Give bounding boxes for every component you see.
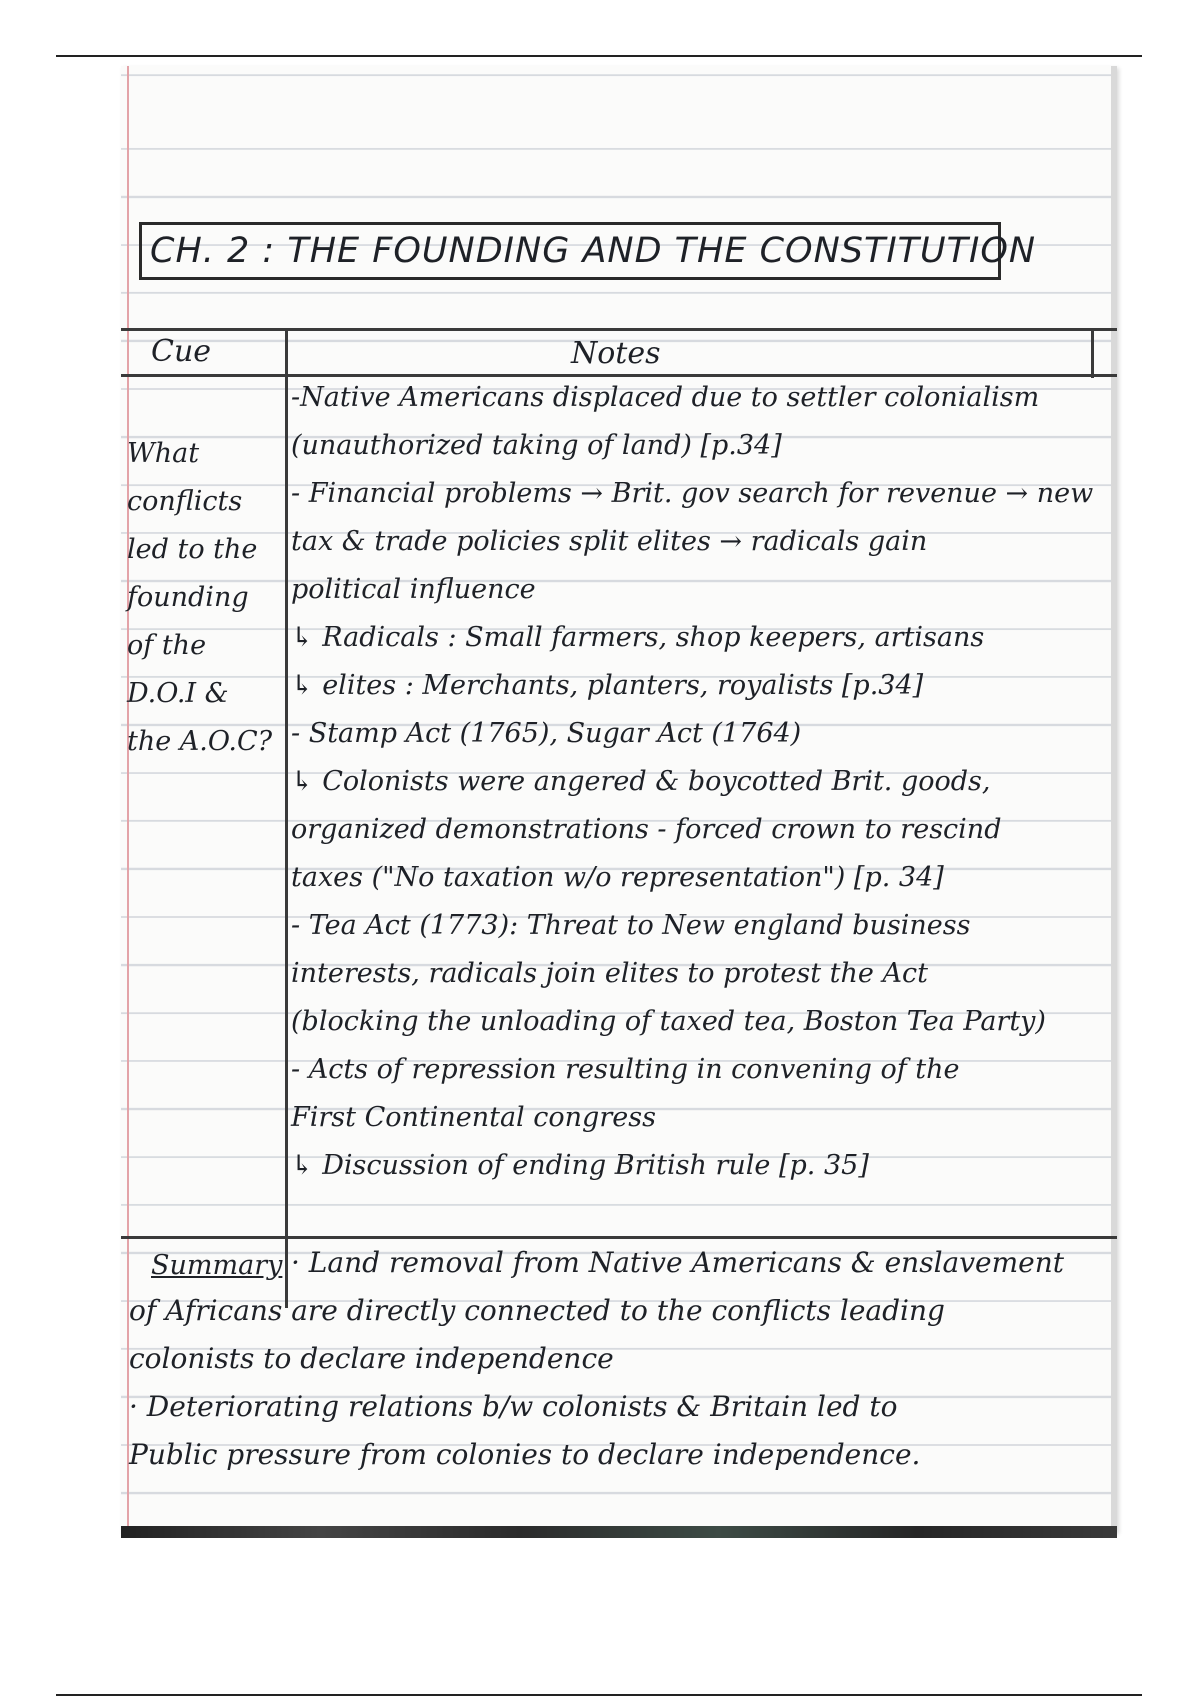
cue-line: led to the xyxy=(127,534,258,565)
cue-line: of the xyxy=(127,630,207,661)
note-line: political influence xyxy=(291,574,536,605)
summary-line: of Africans are directly connected to the conflicts leading xyxy=(129,1294,945,1327)
note-line: ↳ Colonists were angered & boycotted Brit. goods, xyxy=(291,766,991,797)
note-line: - Financial problems → Brit. gov search for revenue → new xyxy=(291,478,1094,509)
notebook-page xyxy=(121,66,1117,1532)
note-line: taxes ("No taxation w/o representation") [p. 34] xyxy=(291,862,944,893)
note-line: (blocking the unloading of taxed tea, Boston Tea Party) xyxy=(291,1006,1046,1037)
cue-line: conflicts xyxy=(127,486,243,517)
cue-line: founding xyxy=(127,582,249,613)
page-bottom-rule xyxy=(56,1694,1142,1696)
note-line: tax & trade policies split elites → radicals gain xyxy=(291,526,928,557)
note-line: - Stamp Act (1765), Sugar Act (1764) xyxy=(291,718,802,749)
cue-header: Cue xyxy=(151,334,212,369)
note-line: ↳ Discussion of ending British rule [p. 35] xyxy=(291,1150,869,1181)
header-divider xyxy=(121,374,1117,377)
table-top-border xyxy=(121,328,1117,331)
note-line: (unauthorized taking of land) [p.34] xyxy=(291,430,782,461)
table-right-border xyxy=(1091,328,1094,378)
note-line: ↳ elites : Merchants, planters, royalists [p.34] xyxy=(291,670,924,701)
cue-column-divider xyxy=(285,328,288,1308)
notes-header: Notes xyxy=(571,336,661,371)
note-line: organized demonstrations - forced crown to rescind xyxy=(291,814,1002,845)
page-top-rule xyxy=(56,55,1142,57)
paper-edge xyxy=(1111,66,1117,1532)
note-line: -Native Americans displaced due to settler colonialism xyxy=(291,382,1040,413)
note-line: interests, radicals join elites to protest the Act xyxy=(291,958,928,989)
note-line: - Tea Act (1773): Threat to New england business xyxy=(291,910,971,941)
cue-question xyxy=(127,430,272,766)
summary-label: Summary xyxy=(151,1250,283,1281)
photo-bottom-edge xyxy=(121,1526,1117,1538)
note-line: First Continental congress xyxy=(291,1102,656,1133)
cue-line: D.O.I & xyxy=(127,678,229,709)
page-title: CH. 2 : THE FOUNDING AND THE CONSTITUTION xyxy=(139,222,1001,280)
cue-line: the A.O.C? xyxy=(127,726,273,757)
summary-line: colonists to declare independence xyxy=(129,1342,614,1375)
summary-line: · Deteriorating relations b/w colonists & Britain led to xyxy=(129,1390,898,1423)
note-line: ↳ Radicals : Small farmers, shop keepers, artisans xyxy=(291,622,985,653)
summary-line: Public pressure from colonies to declare independence. xyxy=(129,1438,921,1471)
cue-line: What xyxy=(127,438,200,469)
summary-line: · Land removal from Native Americans & enslavement xyxy=(291,1246,1065,1279)
note-line: - Acts of repression resulting in convening of the xyxy=(291,1054,960,1085)
summary-divider xyxy=(121,1236,1117,1239)
